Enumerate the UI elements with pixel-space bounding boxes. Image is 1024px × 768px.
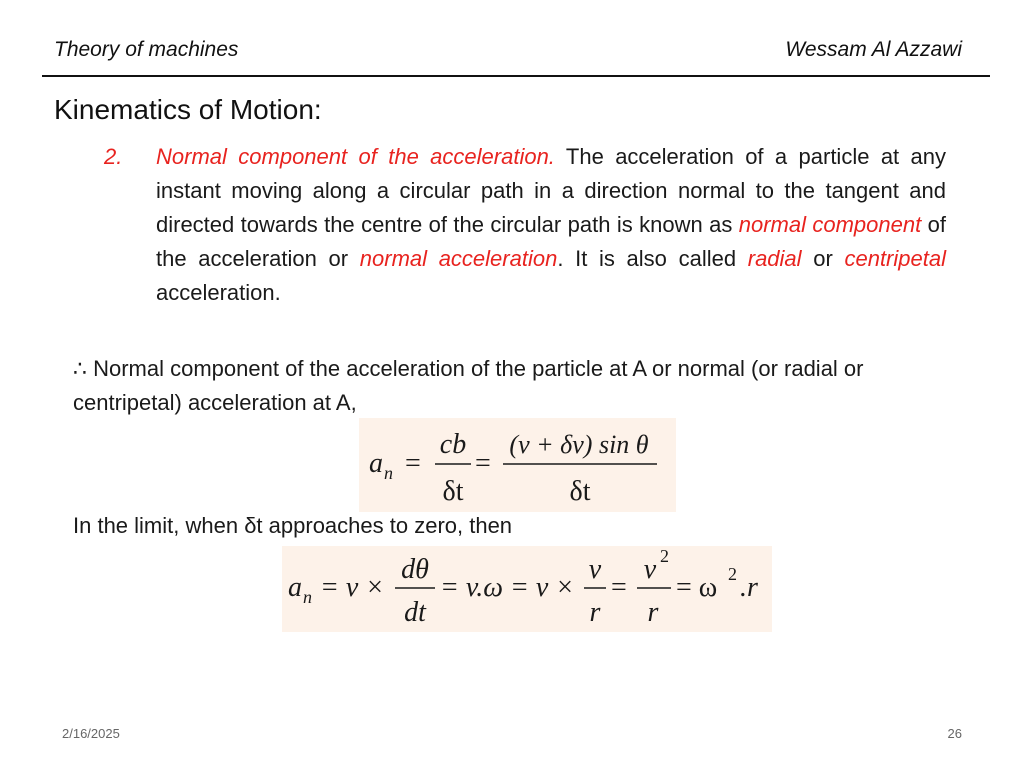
eq1-frac1-denominator: δt — [442, 476, 464, 507]
equation-normal-acceleration — [359, 418, 676, 512]
eq1-frac2-denominator: δt — [569, 476, 591, 507]
term-normal-component: normal component — [738, 212, 922, 237]
author-name: Wessam Al Azzawi — [785, 38, 962, 61]
term-centripetal: centripetal — [844, 246, 946, 271]
term-normal-acceleration: normal acceleration — [359, 246, 558, 271]
eq2-frac2-numerator: v — [588, 554, 602, 585]
definition-text-2: of the acceleration or — [156, 212, 946, 271]
eq2-frac3-numerator: v — [643, 554, 657, 585]
eq2-term-4: .r — [740, 572, 758, 603]
eq2-term-1: = v × — [320, 572, 385, 603]
slide-page-number: 26 — [947, 726, 962, 741]
limit-statement: In the limit, when δt approaches to zero, then — [73, 513, 513, 538]
eq2-lhs: a — [288, 572, 302, 603]
eq2-term-3-exponent: 2 — [728, 564, 737, 584]
definition-paragraph — [156, 140, 946, 310]
svg-text:=: = — [611, 572, 627, 603]
term-radial: radial — [747, 246, 802, 271]
eq2-frac3-exponent: 2 — [660, 546, 669, 566]
svg-text:=: = — [405, 448, 421, 479]
eq2-frac1-denominator: dt — [404, 597, 426, 628]
definition-text-3: . It is also called — [557, 246, 737, 271]
eq2-term-2: = v.ω = v × — [440, 572, 575, 603]
eq1-lhs: a — [369, 448, 383, 479]
definition-text-1: The acceleration of a particle at any instant moving along a circular path in a direction normal to the tangent and directed towards the centre of the circular path is known as — [156, 144, 947, 237]
definition-text-4: or — [813, 246, 833, 271]
eq1-frac2-numerator: (v + δv) sin θ — [509, 430, 649, 459]
eq2-term-3: = ω — [676, 572, 718, 603]
slide-title: Kinematics of Motion: — [54, 94, 322, 125]
svg-text:=: = — [475, 448, 491, 479]
list-number: 2. — [104, 144, 123, 169]
eq1-frac1-numerator: cb — [439, 429, 467, 460]
eq2-lhs-subscript: n — [303, 587, 312, 607]
slide-date: 2/16/2025 — [62, 726, 120, 741]
course-title: Theory of machines — [54, 38, 239, 61]
header-divider — [42, 75, 990, 77]
definition-text-5: acceleration. — [156, 280, 281, 305]
equation-normal-acceleration-limit — [282, 546, 772, 632]
item-heading: Normal component of the acceleration. — [156, 144, 555, 169]
eq2-frac3-denominator: r — [647, 597, 659, 628]
eq1-lhs-subscript: n — [384, 463, 393, 483]
eq2-frac1-numerator: dθ — [401, 554, 429, 585]
eq2-frac2-denominator: r — [589, 597, 601, 628]
therefore-statement: ∴ Normal component of the acceleration of the particle at A or normal (or radial or centripetal) acceleration at A, — [73, 356, 864, 415]
